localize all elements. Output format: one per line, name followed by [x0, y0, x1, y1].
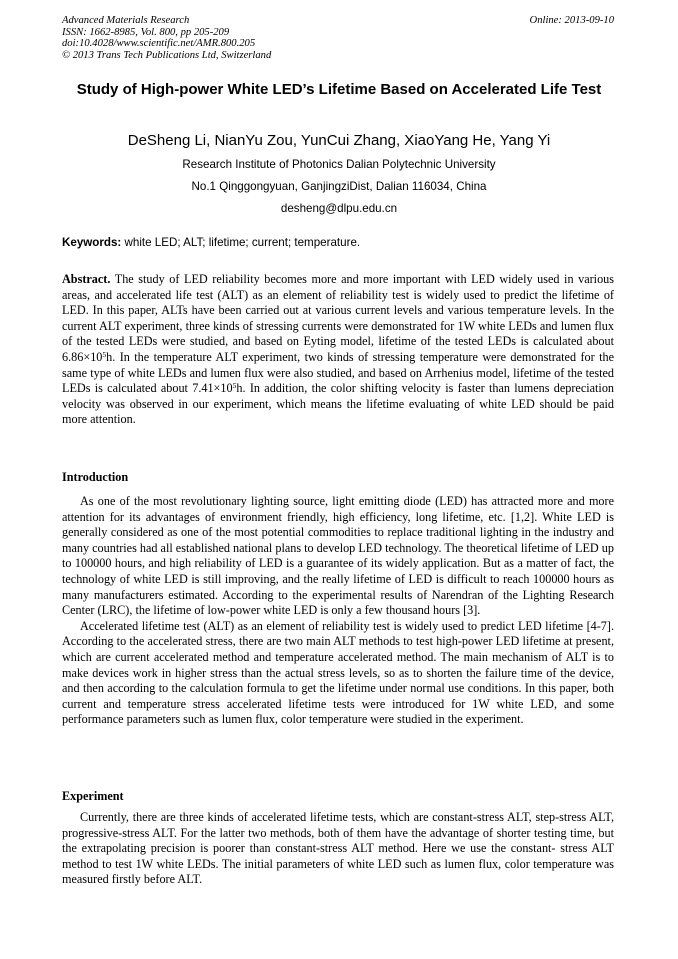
abstract-exponent-2: 5 [232, 381, 237, 390]
keywords-label: Keywords: [62, 236, 122, 249]
affiliation-institute: Research Institute of Photonics Dalian Polytechnic University [182, 158, 496, 171]
journal-name: Advanced Materials Research [62, 15, 190, 26]
experiment-paragraph-1: Currently, there are three kinds of accelerated lifetime tests, which are constant-stress ALT, step-stress ALT, progressive-stress ALT. For the latter two methods, both of them have the advantage of shorter testing time, but the extrapolating precision is poorer than constant-stress ALT method. Here we use the constant- stress ALT method to test 1W white LEDs. The initial parameters of white LED such as lumen flux, color temperature was measured firstly before ALT. [62, 810, 614, 887]
author-list: DeSheng Li, NianYu Zou, YunCui Zhang, XiaoYang He, Yang Yi [127, 132, 551, 149]
journal-copyright: © 2013 Trans Tech Publications Ltd, Switzerland [62, 49, 272, 61]
abstract-text-3: h. In addition, the color shifting velocity is faster than lumens depreciation velocity was observed in our experiment, which means the lifetime evaluating of white LED should be paid more attention. [62, 381, 615, 427]
introduction-heading: Introduction [62, 470, 129, 484]
abstract-text-1: The study of LED reliability becomes more and more important with LED widely used in various areas, and accelerated life test (ALT) as an element of reliability test is widely used to predict the lifetime of LED. In this paper, ALTs have been carried out at various current levels and various temperature levels. In the current ALT experiment, three kinds of stressing currents were demonstrated for 1W white LEDs and lumen flux of the tested LEDs were studied, and based on Eyting model, lifetime of the tested LEDs is calculated about 6.86×10 [62, 272, 614, 364]
introduction-paragraph-2: Accelerated lifetime test (ALT) as an element of reliability test is widely used to predict LED lifetime [4-7]. According to the accelerated stress, there are two main ALT methods to test high-power LED lifetime at present, which are current accelerated method and temperature accelerated method. The main mechanism of ALT is to make devices work in higher stress than the actual stress levels, so as to shorten the failure time of the device, and then according to the calculation formula to get the lifetime under normal use conditions. In this paper, both current and temperature stress accelerated lifetime tests were introduced for 1W white LED, and some performance parameters such as lumen flux, color temperature were studied in the experiment. [62, 618, 614, 727]
introduction-body [62, 494, 614, 728]
abstract-text-2: h. In the temperature ALT experiment, two kinds of stressing temperature were demonstrated for the same type of white LEDs and lumen flux were also studied, and based on Arrhenius model, lifetime of the tested LEDs is calculated about 7.41×10 [62, 349, 614, 396]
keywords [62, 235, 616, 250]
journal-header [62, 15, 271, 61]
journal-issn: ISSN: 1662-8985, Vol. 800, pp 205-209 [62, 26, 230, 38]
keywords-text: white LED; ALT; lifetime; current; temperature. [121, 236, 361, 249]
author-email: desheng@dlpu.edu.cn [280, 202, 398, 215]
abstract [62, 272, 614, 428]
experiment-body [62, 810, 614, 888]
online-date: Online: 2013-09-10 [529, 15, 614, 26]
paper-title: Study of High-power White LED’s Lifetime Based on Accelerated Life Test [76, 81, 602, 98]
experiment-heading: Experiment [62, 789, 124, 803]
introduction-paragraph-1: As one of the most revolutionary lighting source, light emitting diode (LED) has attracted more and more attention for its advantages of environment friendly, high efficiency, long lifetime, etc. [1,2]. White LED is generally considered as one of the most potential commodities to replace traditional lighting in the industry and many countries had all established national plans to develop LED technology. The theoretical lifetime of LED up to 100000 hours, and high reliability of LED is a guarantee of its widely application. But as a matter of fact, the technology of white LED is still improving, and the really lifetime of LED is difficult to reach 100000 hours as many manufacturers estimated. According to the experimental results of Narendran of the Lighting Research Center (LRC), the lifetime of low-power white LED is only a few thousand hours [3]. [62, 494, 614, 618]
journal-doi: doi:10.4028/www.scientific.net/AMR.800.205 [62, 38, 256, 50]
abstract-label: Abstract. [62, 272, 111, 286]
affiliation-address: No.1 Qinggongyuan, GanjingziDist, Dalian 116034, China [191, 180, 487, 193]
abstract-exponent-1: 5 [102, 349, 107, 359]
